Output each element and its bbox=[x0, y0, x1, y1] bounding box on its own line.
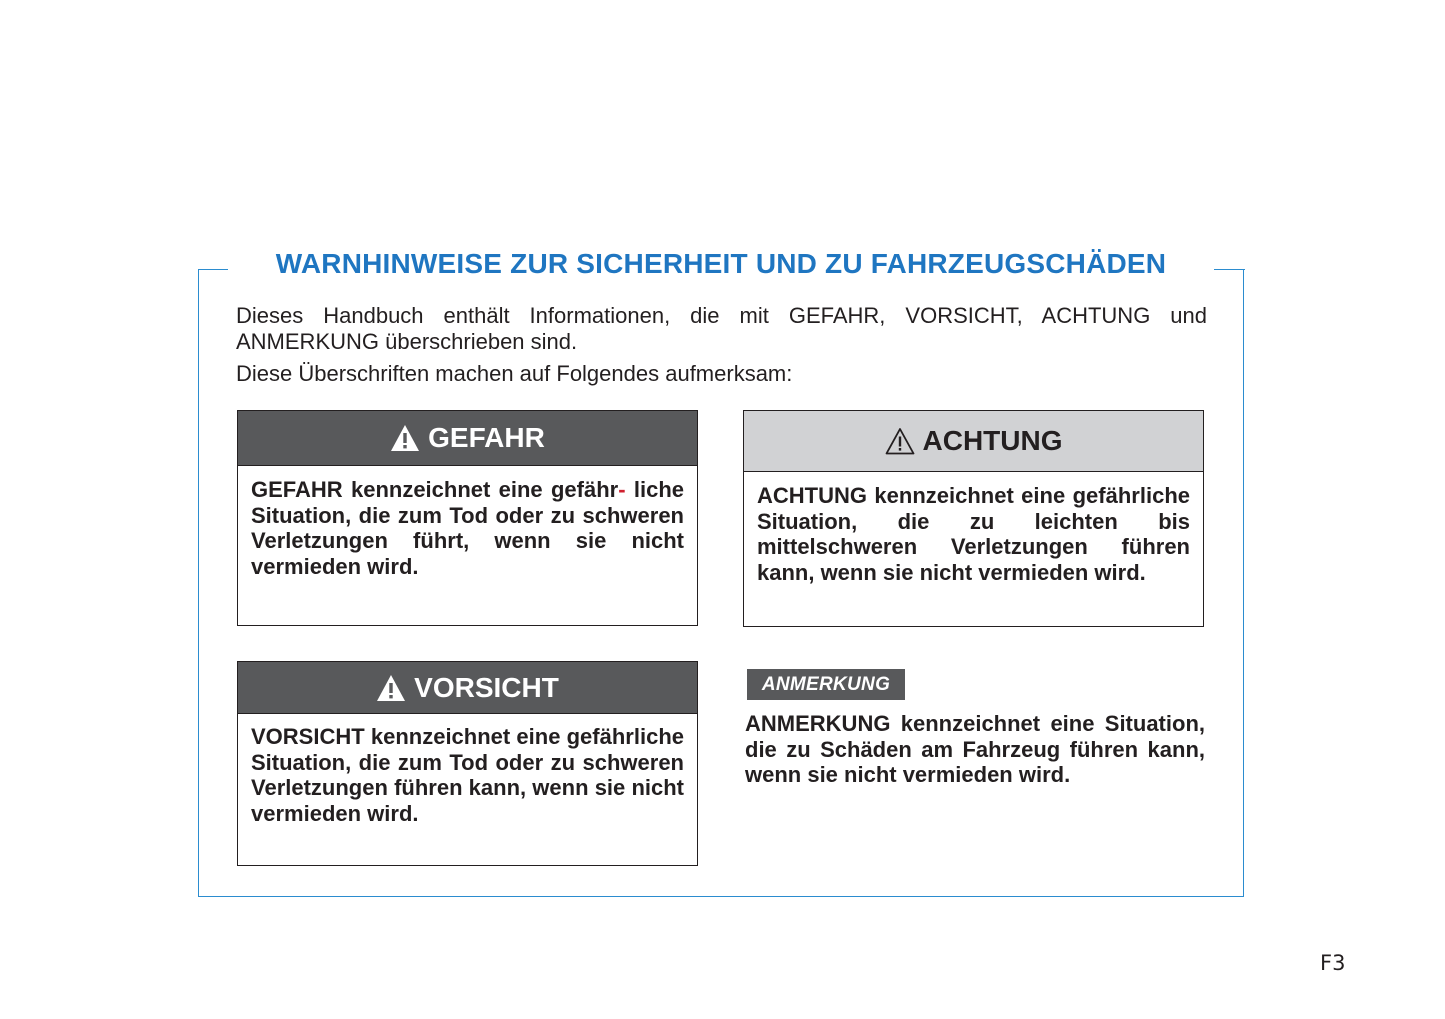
gefahr-label: GEFAHR bbox=[428, 422, 545, 453]
vorsicht-label: VORSICHT bbox=[414, 671, 559, 703]
intro-paragraph-2: Diese Überschriften machen auf Folgendes aufmerksam: bbox=[236, 361, 793, 386]
achtung-label: ACHTUNG bbox=[922, 425, 1063, 456]
gefahr-hyphen: - bbox=[618, 477, 626, 502]
anmerkung-text: ANMERKUNG kennzeichnet eine Situation, die zu Schäden am Fahrzeug führen kann, wenn sie nicht vermieden wird. bbox=[745, 711, 1205, 787]
gefahr-text-part-2: liche Situation, die zum Tod oder zu schweren Verletzungen führt, wenn sie nicht vermieden wird. bbox=[251, 477, 684, 579]
page-number: F3 bbox=[1320, 951, 1346, 975]
warning-triangle-outline-icon bbox=[885, 427, 915, 455]
gefahr-text-part-1: GEFAHR kennzeichnet eine gefähr bbox=[251, 477, 619, 502]
achtung-header bbox=[744, 411, 1203, 472]
intro-paragraph-1: Dieses Handbuch enthält Informationen, die mit GEFAHR, VORSICHT, ACHTUNG und ANMERKUNG überschrieben sind. bbox=[236, 303, 1207, 354]
warning-triangle-filled-icon bbox=[376, 674, 406, 702]
vorsicht-box bbox=[237, 661, 698, 866]
gefahr-box bbox=[237, 410, 698, 626]
anmerkung-badge: ANMERKUNG bbox=[747, 669, 905, 700]
section-title: WARNHINWEISE ZUR SICHERHEIT UND ZU FAHRZEUGSCHÄDEN bbox=[275, 248, 1167, 279]
vorsicht-header bbox=[238, 662, 697, 714]
gefahr-header bbox=[238, 411, 697, 466]
vorsicht-text: VORSICHT kennzeichnet eine gefährliche Situation, die zum Tod oder zu schweren Verletzungen führen kann, wenn sie nicht vermieden wird. bbox=[251, 724, 684, 826]
achtung-text: ACHTUNG kennzeichnet eine gefährliche Situation, die zu leichten bis mittelschweren Verletzungen führen kann, wenn sie nicht vermieden wird. bbox=[757, 483, 1190, 585]
warning-triangle-filled-icon bbox=[390, 424, 420, 452]
achtung-box bbox=[743, 410, 1204, 627]
gefahr-text bbox=[238, 466, 697, 579]
intro-text bbox=[236, 303, 1207, 393]
